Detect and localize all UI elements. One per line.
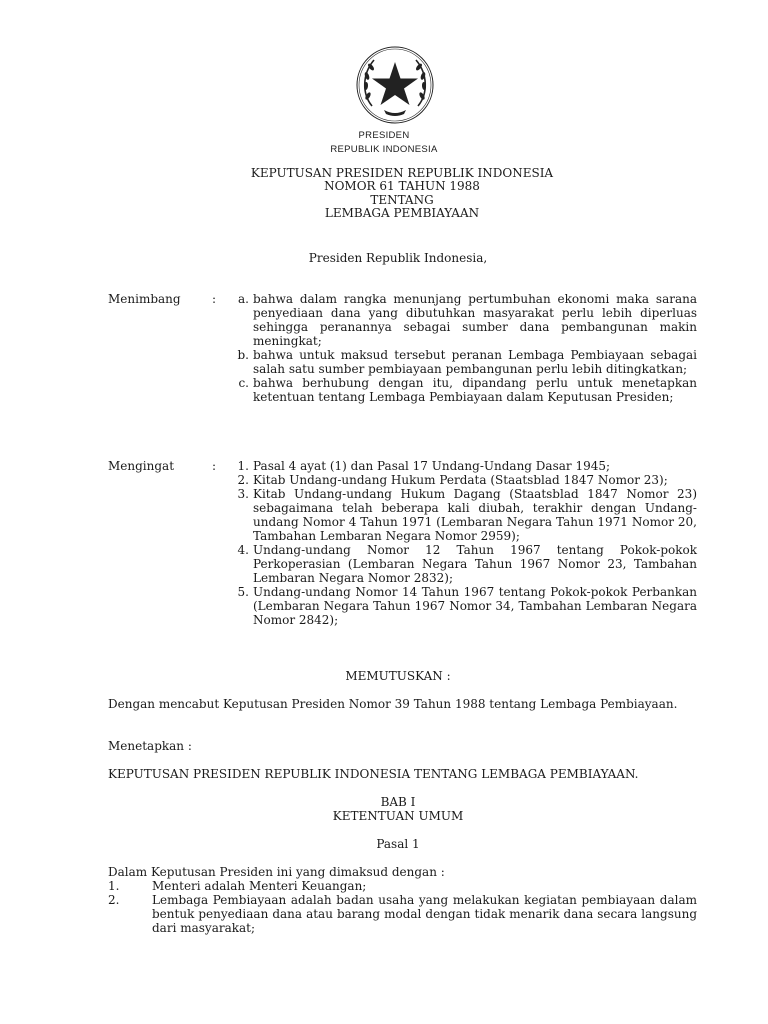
item-marker: 1. <box>108 879 120 893</box>
list-item <box>228 585 697 627</box>
pasal-heading: Pasal 1 <box>376 837 420 851</box>
item-marker: a. <box>238 292 249 306</box>
menimbang-label: Menimbang <box>108 292 181 306</box>
item-text: Undang-undang Nomor 14 Tahun 1967 tentang Pokok-pokok Perbankan (Lembaran Negara Tahun 1967 Nomor 34, Tambahan Lembaran Negara Nomor 2842); <box>253 585 697 627</box>
list-item <box>108 879 697 893</box>
menetapkan-label: Menetapkan : <box>108 739 192 753</box>
list-item <box>228 376 697 404</box>
mengingat-label: Mengingat <box>108 459 175 473</box>
item-text: Lembaga Pembiayaan adalah badan usaha yang melakukan kegiatan pembiayaan dalam bentuk penyediaan dana atau barang modal dengan tidak menarik dana secara langsung dari masyarakat; <box>152 893 697 935</box>
item-marker: 2. <box>237 473 249 487</box>
item-text: Kitab Undang-undang Hukum Dagang (Staatsblad 1847 Nomor 23) sebagaimana telah beberapa kali diubah, terakhir dengan Undang-undang Nomor 4 Tahun 1971 (Lembaran Negara Tahun 1971 Nomor 20, Tambahan Lembaran Negara Nomor 2959); <box>253 487 697 543</box>
decree-tentang: TENTANG <box>370 193 434 207</box>
menimbang-colon: : <box>212 292 217 306</box>
item-marker: b. <box>237 348 249 362</box>
item-marker: 2. <box>108 893 120 907</box>
decree-number: NOMOR 61 TAHUN 1988 <box>324 179 480 193</box>
list-item <box>228 543 697 585</box>
decree-title-line1: KEPUTUSAN PRESIDEN REPUBLIK INDONESIA <box>250 166 554 180</box>
definitions-section <box>108 865 697 935</box>
list-item <box>108 893 697 935</box>
item-text: bahwa berhubung dengan itu, dipandang perlu untuk menetapkan ketentuan tentang Lembaga Pembiayaan dalam Keputusan Presiden; <box>253 376 697 404</box>
mencabut-paragraph: Dengan mencabut Keputusan Presiden Nomor 39 Tahun 1988 tentang Lembaga Pembiayaan. <box>108 697 678 711</box>
item-marker: c. <box>238 376 249 390</box>
item-text: bahwa dalam rangka menunjang pertumbuhan ekonomi maka sarana penyediaan dana yang dibutuhkan masyarakat perlu lebih diperluas sehingga peranannya sebagai sumber dana pembangunan makin meningkat; <box>253 292 697 348</box>
item-marker: 5. <box>237 585 249 599</box>
item-text: Pasal 4 ayat (1) dan Pasal 17 Undang-Undang Dasar 1945; <box>253 459 611 473</box>
item-text: Kitab Undang-undang Hukum Perdata (Staatsblad 1847 Nomor 23); <box>253 473 668 487</box>
item-text: Undang-undang Nomor 12 Tahun 1967 tentang Pokok-pokok Perkoperasian (Lembaran Negara Tahun 1967 Nomor 23, Tambahan Lembaran Negara Nomor 2832); <box>253 543 697 585</box>
header-office: PRESIDEN <box>358 130 410 141</box>
list-item <box>228 459 697 473</box>
list-item <box>228 348 697 376</box>
decree-subject: LEMBAGA PEMBIAYAAN <box>324 206 480 220</box>
list-item <box>228 487 697 543</box>
mengingat-list <box>228 459 697 627</box>
bab-number: BAB I <box>380 795 416 809</box>
item-text: bahwa untuk maksud tersebut peranan Lembaga Pembiayaan sebagai salah satu sumber pembiayaan pembangunan perlu lebih ditingkatkan; <box>253 348 697 376</box>
bab-title: KETENTUAN UMUM <box>332 809 464 823</box>
mengingat-colon: : <box>212 459 217 473</box>
opening-line: Presiden Republik Indonesia, <box>308 251 488 265</box>
list-item <box>228 473 697 487</box>
item-marker: 1. <box>237 459 249 473</box>
memutuskan-heading: MEMUTUSKAN : <box>345 669 451 683</box>
definitions-intro: Dalam Keputusan Presiden ini yang dimaksud dengan : <box>108 865 445 879</box>
item-marker: 3. <box>237 487 249 501</box>
menimbang-list <box>228 292 697 404</box>
header-country: REPUBLIK INDONESIA <box>330 144 438 155</box>
garuda-star-emblem-icon <box>354 44 436 126</box>
item-text: Menteri adalah Menteri Keuangan; <box>152 879 367 893</box>
list-item <box>228 292 697 348</box>
decision-title: KEPUTUSAN PRESIDEN REPUBLIK INDONESIA TENTANG LEMBAGA PEMBIAYAAN. <box>108 767 639 781</box>
item-marker: 4. <box>237 543 249 557</box>
